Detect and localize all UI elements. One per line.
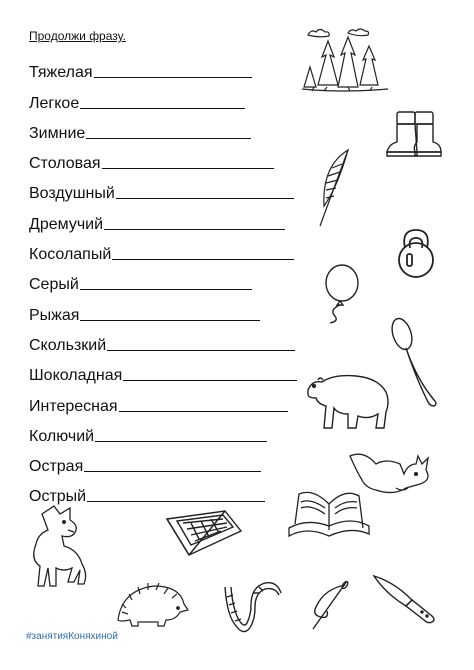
needle-icon <box>307 577 355 637</box>
answer-blank[interactable] <box>87 500 265 502</box>
phrase-row <box>29 355 309 385</box>
phrase-word: Столовая <box>29 155 101 173</box>
phrase-word: Дремучий <box>29 215 104 233</box>
answer-blank[interactable] <box>84 470 261 472</box>
phrase-word: Колючий <box>29 427 95 445</box>
phrase-word: Рыжая <box>29 306 80 324</box>
kettlebell-icon <box>393 228 439 280</box>
spoon-icon <box>388 316 442 408</box>
feather-icon <box>314 148 354 230</box>
phrase-row <box>29 234 309 264</box>
hedgehog-icon <box>112 580 190 630</box>
phrase-word: Интересная <box>29 397 118 415</box>
phrase-row <box>29 173 309 203</box>
phrase-row <box>29 143 309 173</box>
knife-icon <box>370 572 442 624</box>
phrase-word: Косолапый <box>29 246 112 264</box>
author-hashtag[interactable]: #занятияКоняхиной <box>26 631 118 642</box>
forest-icon <box>300 25 390 93</box>
phrase-word: Острый <box>29 488 87 506</box>
phrase-word: Шоколадная <box>29 367 123 385</box>
phrase-row <box>29 294 309 324</box>
phrase-row <box>29 416 309 446</box>
answer-blank[interactable] <box>116 197 294 199</box>
phrase-row <box>29 385 309 415</box>
answer-blank[interactable] <box>104 228 285 230</box>
phrase-word: Скользкий <box>29 336 107 354</box>
phrase-word: Воздушный <box>29 185 115 203</box>
phrase-row <box>29 264 309 294</box>
answer-blank[interactable] <box>119 410 288 412</box>
boots-icon <box>383 108 445 160</box>
phrase-word: Серый <box>29 276 79 294</box>
phrase-word: Легкое <box>29 94 80 112</box>
answer-blank[interactable] <box>80 319 260 321</box>
worksheet-title: Продолжи фразу. <box>29 29 126 43</box>
chocolate-box-icon <box>161 507 247 559</box>
answer-blank[interactable] <box>94 76 252 78</box>
balloon-icon <box>318 263 362 325</box>
answer-blank[interactable] <box>107 349 295 351</box>
worm-icon <box>217 573 283 641</box>
answer-blank[interactable] <box>86 137 251 139</box>
answer-blank[interactable] <box>80 107 245 109</box>
phrase-word: Острая <box>29 458 84 476</box>
phrase-row <box>29 203 309 233</box>
answer-blank[interactable] <box>102 167 274 169</box>
phrase-row <box>29 52 309 82</box>
wolf-icon <box>24 500 96 596</box>
phrase-row <box>29 82 309 112</box>
answer-blank[interactable] <box>80 288 252 290</box>
phrase-row <box>29 325 309 355</box>
phrase-row <box>29 446 309 476</box>
answer-blank[interactable] <box>112 258 294 260</box>
phrase-word: Тяжелая <box>29 64 93 82</box>
phrase-word: Зимние <box>29 124 86 142</box>
bear-icon <box>302 368 394 432</box>
phrase-list <box>29 52 309 506</box>
book-icon <box>285 488 373 548</box>
phrase-row <box>29 113 309 143</box>
answer-blank[interactable] <box>123 379 297 381</box>
answer-blank[interactable] <box>95 440 267 442</box>
